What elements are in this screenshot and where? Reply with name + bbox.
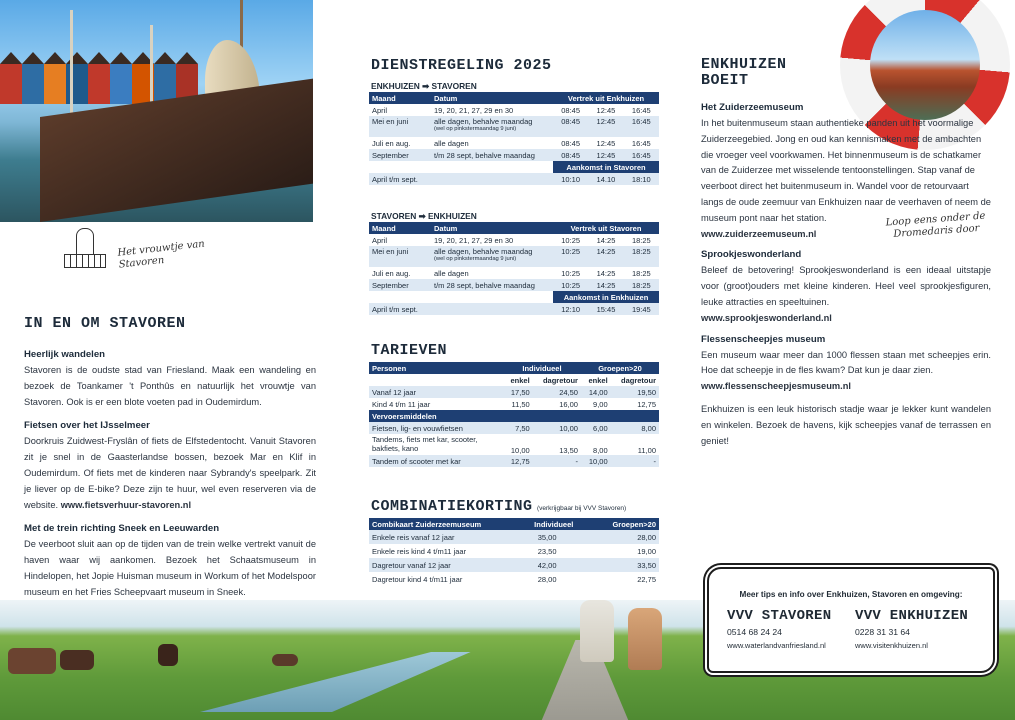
col-header: Maand xyxy=(369,92,431,104)
price: 12,75 xyxy=(637,399,656,409)
table-row xyxy=(369,530,659,544)
cell-time: 16:45 xyxy=(631,105,651,115)
row-label: Dagretour kind 4 t/m11 jaar xyxy=(372,574,463,584)
cell-date: 19, 20, 21, 27, 29 en 30 xyxy=(434,235,514,245)
cell-month: Juli en aug. xyxy=(372,138,411,148)
closing-text: Enkhuizen is een leuk historisch stadje waar je lekker kunt wandelen en winkelen. Bezoek de havens, kijk scheepjes vanaf de terrassen en geniet! xyxy=(701,403,991,446)
cell-time: 10:25 xyxy=(553,279,588,291)
route-enkhuizen-stavoren-title: ENKHUIZEN ➡ STAVOREN xyxy=(371,81,477,91)
timetable-title: DIENSTREGELING 2025 xyxy=(371,57,552,74)
vvv-name: VVV STAVOREN xyxy=(727,608,832,624)
cell-date xyxy=(431,246,553,267)
date-note: (wel op pinkstermaandag 9 juni) xyxy=(434,126,517,132)
cell-time: 18:10 xyxy=(624,173,659,185)
section-text xyxy=(701,348,991,395)
cell-time: 14:25 xyxy=(588,246,623,267)
subhead: dagretour xyxy=(620,375,656,385)
row-label: Dagretour vanaf 12 jaar xyxy=(369,558,515,572)
timetable-enkhuizen-stavoren xyxy=(369,92,659,185)
section-heading: Het Zuiderzeemuseum xyxy=(701,102,804,113)
table-row xyxy=(369,173,659,185)
section-text-body: Doorkruis Zuidwest-Fryslân of fiets de Elfstedentocht. Vanuit Stavoren zit je snel in de Gaasterlandse bossen, bezoek Mar en Klif in Oudemirdum. Of fiets met de kinderen naar Sybrandy's speelpark. Zit je liever op de E-bike? Deze zijn te huur, wel even reserveren via de website. xyxy=(24,436,316,510)
vvv-phone[interactable]: 0228 31 31 64 xyxy=(855,627,910,637)
combi-subtitle: (verkrijgbaar bij VVV Stavoren) xyxy=(536,505,627,512)
col-header: Vertrek uit Enkhuizen xyxy=(553,92,659,104)
buoy-caption: Loop eens onder de Dromedaris door xyxy=(885,210,986,240)
section-heading: Fietsen over het IJsselmeer xyxy=(24,420,150,432)
price: - xyxy=(611,455,659,467)
row-label: Vanaf 12 jaar xyxy=(369,386,503,398)
price: 23,50 xyxy=(537,546,557,556)
price: 10,00 xyxy=(533,422,581,434)
row-label: Enkele reis kind 4 t/m11 jaar xyxy=(372,546,467,556)
price: 16,00 xyxy=(559,399,578,409)
flessenscheepjes-link[interactable]: www.flessenscheepjesmuseum.nl xyxy=(701,381,852,392)
cell-time: 15:45 xyxy=(588,303,623,315)
table-row xyxy=(369,386,659,398)
table-row xyxy=(369,398,659,410)
col-header: Individueel xyxy=(515,518,593,530)
section-text xyxy=(24,434,316,513)
price: 14,00 xyxy=(581,386,611,398)
price: 19,50 xyxy=(611,386,659,398)
col-header: Datum xyxy=(431,92,553,104)
cell-time: 14:25 xyxy=(588,279,623,291)
subhead: enkel xyxy=(588,375,608,385)
cell-time: 12:10 xyxy=(553,303,588,315)
price: 8,00 xyxy=(611,422,659,434)
col-header: Personen xyxy=(369,362,503,374)
subhead: dagretour xyxy=(542,375,578,385)
price: 42,00 xyxy=(515,558,593,572)
table-row xyxy=(369,374,659,386)
cell-month: September xyxy=(369,279,431,291)
section-heading: Heerlijk wandelen xyxy=(24,349,106,360)
vehicles-header: Vervoersmiddelen xyxy=(369,410,659,422)
statue-caption: Het vrouwtje van Stavoren xyxy=(116,238,206,271)
price: 24,50 xyxy=(533,386,581,398)
cell-time: 18:25 xyxy=(631,235,651,245)
col-header: Datum xyxy=(431,222,553,234)
combi-title: COMBINATIEKORTING xyxy=(371,498,533,515)
row-label: Fietsen, lig- en vouwfietsen xyxy=(369,422,503,434)
table-row xyxy=(369,572,659,586)
col-header: Vertrek uit Stavoren xyxy=(553,222,659,234)
table-row xyxy=(369,422,659,434)
cell-time: 14.10 xyxy=(588,173,623,185)
cell-month: April t/m sept. xyxy=(369,303,553,315)
cell-month: September xyxy=(369,149,431,161)
cell-time: 12:45 xyxy=(596,138,616,148)
price: 10,00 xyxy=(581,455,611,467)
cell-time: 10:25 xyxy=(561,268,581,278)
table-row xyxy=(369,234,659,246)
price: 7,50 xyxy=(503,422,533,434)
cell-time: 08:45 xyxy=(561,138,581,148)
fietsverhuur-link[interactable]: www.fietsverhuur-stavoren.nl xyxy=(60,499,192,510)
cell-date xyxy=(431,116,553,137)
harbour-photo xyxy=(0,0,313,222)
table-row xyxy=(369,104,659,116)
cell-date: t/m 28 sept, behalve maandag xyxy=(431,279,553,291)
vvv-phone[interactable]: 0514 68 24 24 xyxy=(727,627,782,637)
table-row xyxy=(369,279,659,291)
price: 28,00 xyxy=(593,530,660,544)
col-header: Individueel xyxy=(503,362,581,374)
cell-date: alle dagen xyxy=(434,268,469,278)
table-row xyxy=(369,149,659,161)
cell-month: Juli en aug. xyxy=(372,268,411,278)
cell-month: Mei en juni xyxy=(369,246,431,267)
price: 19,00 xyxy=(637,546,656,556)
table-row xyxy=(369,434,659,455)
col-header: Maand xyxy=(369,222,431,234)
cell-time: 14:25 xyxy=(596,235,616,245)
statue-drawing xyxy=(58,228,113,268)
cell-time: 18:25 xyxy=(631,268,651,278)
cell-time: 08:45 xyxy=(553,149,588,161)
sprookjeswonderland-link[interactable]: www.sprookjeswonderland.nl xyxy=(701,312,832,323)
price: 13,50 xyxy=(559,446,578,455)
subhead: enkel xyxy=(510,375,530,385)
price: 10,00 xyxy=(510,446,530,455)
price: 12,75 xyxy=(503,455,533,467)
cell-time: 16:45 xyxy=(624,149,659,161)
vvv-website-link[interactable]: www.visitenkhuizen.nl xyxy=(855,641,928,650)
cell-time: 19:45 xyxy=(624,303,659,315)
row-label: Enkele reis vanaf 12 jaar xyxy=(369,530,515,544)
cell-time: 14:25 xyxy=(596,268,616,278)
tariffs-title: TARIEVEN xyxy=(371,342,448,359)
table-row xyxy=(369,267,659,279)
vvv-info-box xyxy=(707,567,995,673)
cell-time: 12:45 xyxy=(588,116,623,137)
table-row xyxy=(369,137,659,149)
date-text: alle dagen, behalve maandag xyxy=(434,247,533,256)
table-row xyxy=(369,558,659,572)
section-heading: Flessenscheepjes museum xyxy=(701,333,826,345)
price: - xyxy=(533,455,581,467)
cell-time: 12:45 xyxy=(596,105,616,115)
date-note: (wel op pinkstermaandag 9 juni) xyxy=(434,256,517,262)
cell-time: 16:45 xyxy=(624,116,659,137)
row-label: Tandem of scooter met kar xyxy=(369,455,503,467)
cell-time: 10:10 xyxy=(553,173,588,185)
section-text-body: In het buitenmuseum staan authentieke panden uit het voormalige Zuiderzeegebied. Jong en oud kan kennismaken met de ambachten die vroeger veel voorkwamen. Het binnenmuseum is de schatkamer van de Zuiderzee met wisselende tentoonstellingen. Stap vanaf de veerboot direct het buitenmuseum in. Wandel voor de retourvaart langs de oude zeemuur van Enkhuizen naar de veerhaven of neem de museum pont naar het station. xyxy=(701,118,991,223)
table-row xyxy=(369,303,659,315)
price: 35,00 xyxy=(515,530,593,544)
table-row xyxy=(369,116,659,137)
arrival-label: Aankomst in Enkhuizen xyxy=(553,291,659,303)
section-heading: Met de trein richting Sneek en Leeuwarden xyxy=(24,523,220,535)
vvv-stavoren xyxy=(727,608,855,650)
vvv-enkhuizen xyxy=(855,608,983,650)
cell-date: alle dagen xyxy=(434,138,469,148)
cell-time: 18:25 xyxy=(624,279,659,291)
section-text: De veerboot sluit aan op de tijden van de trein welke vertrekt vanuit de haven waar wij aankomen. Bezoek het Schaatsmuseum in Hindelopen, het Jopie Huisman museum in Workum of het Modelspoor museum en het Fries Scheepvaart museum in Sneek. xyxy=(24,539,316,597)
table-row xyxy=(369,544,659,558)
combi-table xyxy=(369,518,659,586)
table-row xyxy=(369,455,659,467)
price: 28,00 xyxy=(537,574,557,584)
section-text xyxy=(701,116,991,242)
cell-month: April xyxy=(372,235,388,245)
stavoren-title: IN EN OM STAVOREN xyxy=(24,315,186,332)
col-header: Groepen>20 xyxy=(593,518,660,530)
table-row xyxy=(369,246,659,267)
cell-date: 19, 20, 21, 27, 29 en 30 xyxy=(434,105,514,115)
section-text-body: Een museum waar meer dan 1000 flessen staan met scheepjes erin. Hoe dat scheepje in de fles kwam? Dat kun je daar zien. xyxy=(701,349,991,376)
price: 9,00 xyxy=(593,399,608,409)
enkhuizen-title-line1: ENKHUIZEN xyxy=(701,56,787,73)
price: 11,50 xyxy=(511,399,530,409)
timetable-stavoren-enkhuizen xyxy=(369,222,659,315)
row-label: Tandems, fiets met kar, scooter, bakfiets, kano xyxy=(372,435,478,453)
price: 11,00 xyxy=(637,446,656,455)
vvv-website-link[interactable]: www.waterlandvanfriesland.nl xyxy=(727,641,826,650)
cell-time: 10:25 xyxy=(553,246,588,267)
price: 8,00 xyxy=(593,446,608,455)
price: 33,50 xyxy=(593,558,660,572)
vvv-name: VVV ENKHUIZEN xyxy=(855,608,969,624)
section-text xyxy=(701,263,991,326)
zuiderzeemuseum-link[interactable]: www.zuiderzeemuseum.nl xyxy=(701,228,817,239)
cell-month: April t/m sept. xyxy=(369,173,553,185)
cell-month: April xyxy=(372,105,388,115)
cell-time: 16:45 xyxy=(631,138,651,148)
cell-month: Mei en juni xyxy=(369,116,431,137)
cell-time: 10:25 xyxy=(561,235,581,245)
arrival-band xyxy=(369,291,659,303)
stavoren-column xyxy=(24,315,316,611)
enkhuizen-column xyxy=(701,57,991,456)
section-text-body: Beleef de betovering! Sprookjeswonderland is een ideaal uitstapje voor (groot)ouders met kleine kinderen. Heel veel sprookjesfiguren, leuke attracties en speeltuinen. xyxy=(701,265,991,307)
price: 6,00 xyxy=(581,422,611,434)
arrival-label: Aankomst in Stavoren xyxy=(553,161,659,173)
col-header: Combikaart Zuiderzeemuseum xyxy=(369,518,515,530)
route-stavoren-enkhuizen-title: STAVOREN ➡ ENKHUIZEN xyxy=(371,211,477,221)
section-heading: Sprookjeswonderland xyxy=(701,249,802,261)
vvv-tip: Meer tips en info over Enkhuizen, Stavoren en omgeving: xyxy=(739,590,963,599)
cell-time: 08:45 xyxy=(553,116,588,137)
section-text: Stavoren is de oudste stad van Friesland. Maak een wandeling en bezoek de Toankamer 't Ponthûs en natuurlijk het vrouwtje van Stavoren. Ook is er een blote voeten pad in Oudemirdum. xyxy=(24,365,316,407)
price: 22,75 xyxy=(637,574,656,584)
date-text: alle dagen, behalve maandag xyxy=(434,117,533,126)
price: 17,50 xyxy=(503,386,533,398)
cell-time: 12:45 xyxy=(588,149,623,161)
combi-heading xyxy=(371,497,626,515)
row-label: Kind 4 t/m 11 jaar xyxy=(372,399,431,409)
enkhuizen-title-line2: BOEIT xyxy=(701,72,749,89)
arrival-band xyxy=(369,161,659,173)
cell-time: 18:25 xyxy=(624,246,659,267)
col-header: Groepen>20 xyxy=(581,362,659,374)
cell-date: t/m 28 sept, behalve maandag xyxy=(431,149,553,161)
cell-time: 08:45 xyxy=(561,105,581,115)
tariffs-table xyxy=(369,362,659,467)
